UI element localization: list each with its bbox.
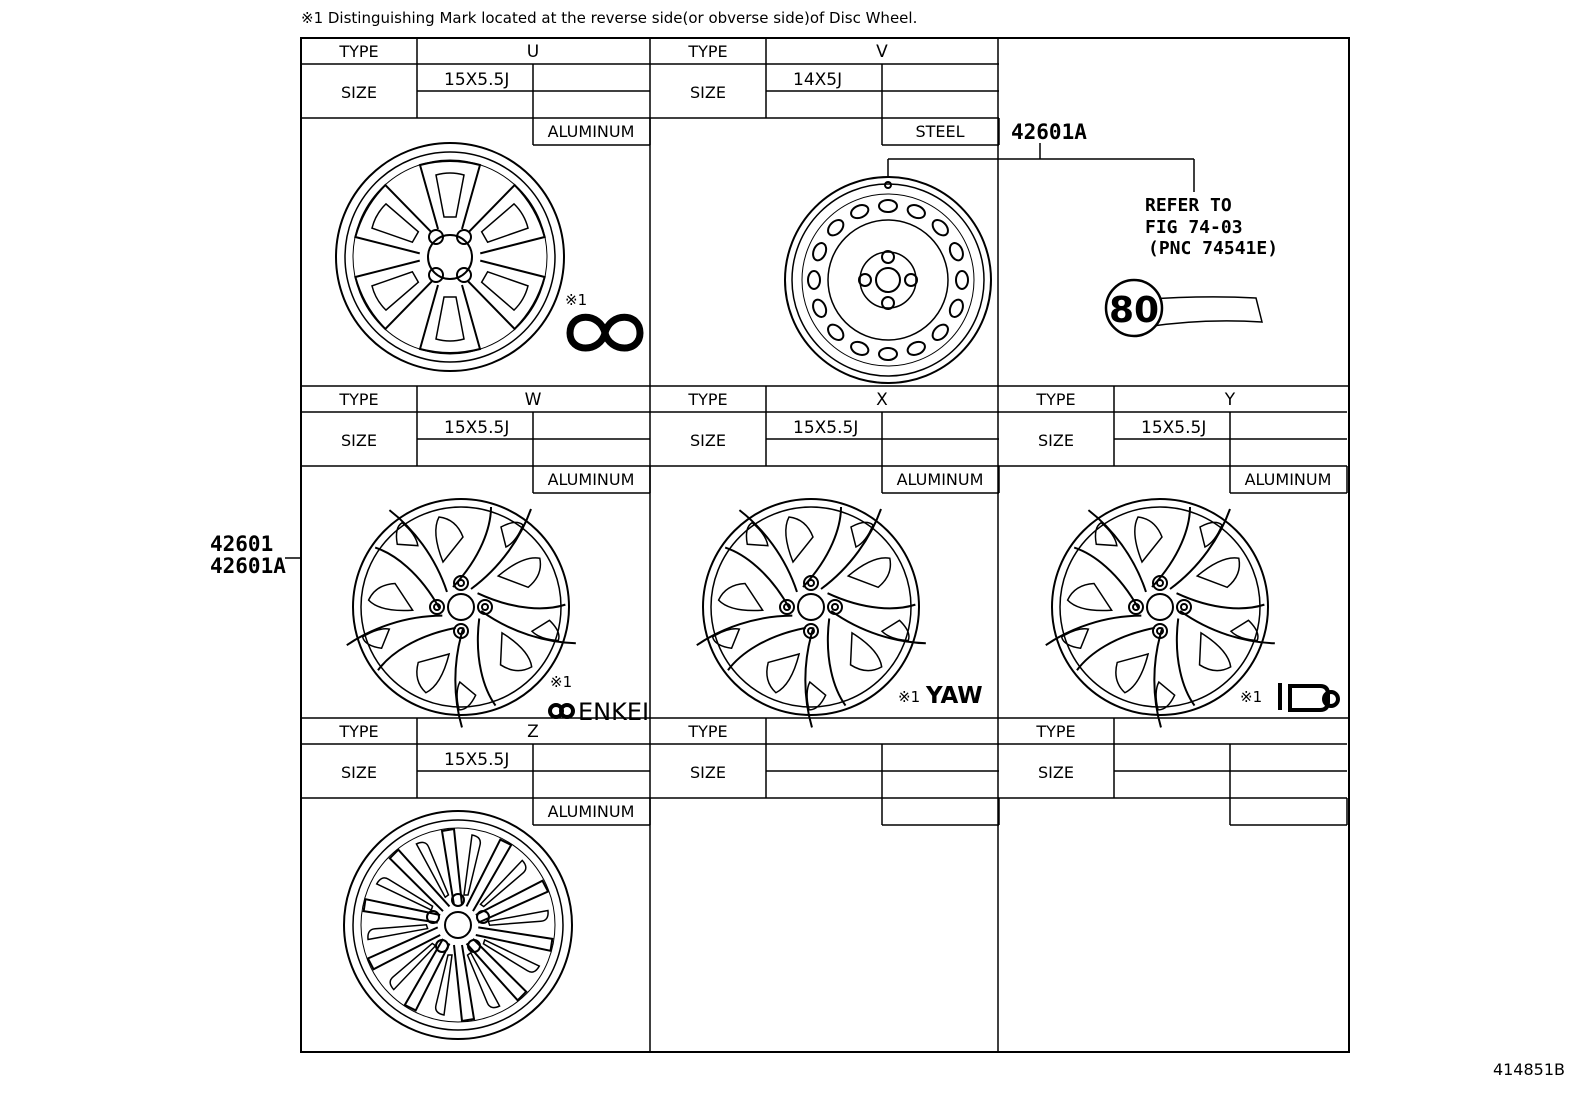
wheel-x-illustration (696, 499, 928, 729)
wheel-u-illustration (336, 143, 564, 371)
material-value: STEEL (915, 122, 965, 141)
wheel-w-illustration (346, 499, 578, 729)
size-value: 15X5.5J (1141, 418, 1207, 438)
size-label: SIZE (1038, 431, 1074, 450)
size-value: 14X5J (793, 70, 843, 90)
size-value: 15X5.5J (444, 70, 510, 90)
size-label: SIZE (1038, 763, 1074, 782)
distinguishing-mark-note: ※1 Distinguishing Mark located at the reverse side(or obverse side)of Disc Wheel. (301, 9, 918, 27)
size-label: SIZE (690, 83, 726, 102)
wheel-z-illustration (344, 811, 572, 1039)
part-number-42601a-side: 42601A (210, 554, 286, 578)
type-label: TYPE (1036, 722, 1076, 741)
mark-ref-x: ※1 (898, 688, 921, 706)
refer-to-line1: REFER TO (1145, 195, 1232, 216)
size-label: SIZE (690, 431, 726, 450)
badge-80-label: 80 (1108, 290, 1160, 331)
size-value: 15X5.5J (444, 418, 510, 438)
size-value: 15X5.5J (793, 418, 859, 438)
type-label: TYPE (688, 722, 728, 741)
callout-leader-42601a (888, 143, 1194, 192)
type-value: U (526, 42, 540, 62)
refer-to-line3: (PNC 74541E) (1148, 238, 1279, 259)
size-label: SIZE (341, 83, 377, 102)
infinity-mark-icon (570, 317, 640, 348)
material-value: ALUMINUM (547, 470, 635, 489)
size-label: SIZE (690, 763, 726, 782)
enkei-mark-text: ENKEI (578, 698, 650, 726)
badge-80-icon (1106, 280, 1262, 336)
type-label: TYPE (339, 42, 379, 61)
type-label: TYPE (339, 722, 379, 741)
type-value: W (524, 390, 542, 410)
part-number-42601a: 42601A (1011, 120, 1087, 144)
size-label: SIZE (341, 431, 377, 450)
mark-ref-y: ※1 (1240, 688, 1263, 706)
manufacturer-mark-icon (1280, 683, 1338, 710)
part-number-42601: 42601 (210, 532, 274, 556)
type-label: TYPE (688, 42, 728, 61)
type-value: Z (527, 722, 539, 742)
material-value: ALUMINUM (547, 122, 635, 141)
figure-id: 414851B (1492, 1060, 1565, 1079)
mark-ref-w: ※1 (550, 673, 573, 691)
type-value: X (876, 390, 888, 410)
yaw-mark-text: YAW (926, 683, 983, 709)
wheel-v-steel-illustration (785, 177, 991, 383)
mark-ref-u: ※1 (565, 291, 588, 309)
wheel-table-frame (301, 38, 1349, 1052)
refer-to-line2: FIG 74-03 (1145, 217, 1243, 238)
size-label: SIZE (341, 763, 377, 782)
type-label: TYPE (1036, 390, 1076, 409)
material-value: ALUMINUM (547, 802, 635, 821)
type-value: Y (1224, 390, 1236, 410)
material-value: ALUMINUM (1244, 470, 1332, 489)
enkei-logo-icon (550, 705, 573, 717)
type-label: TYPE (339, 390, 379, 409)
size-value: 15X5.5J (444, 750, 510, 770)
material-value: ALUMINUM (896, 470, 984, 489)
type-value: V (876, 42, 888, 62)
type-label: TYPE (688, 390, 728, 409)
